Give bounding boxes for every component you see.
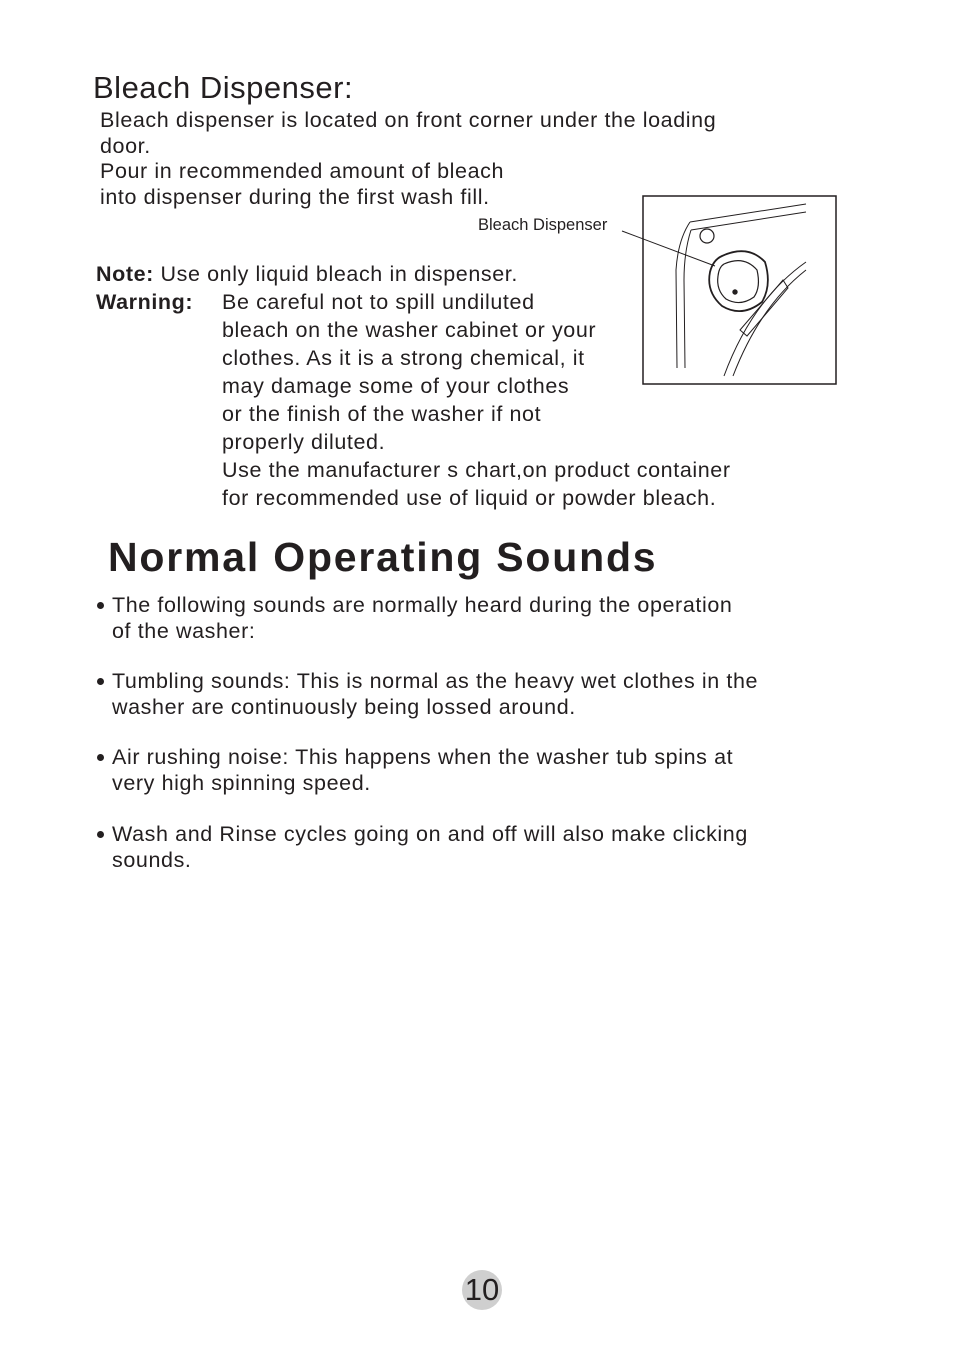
bullet-2-line-1: Tumbling sounds: This is normal as the heavy wet clothes in the [112, 669, 759, 693]
bullet-4-line-2: sounds. [112, 848, 192, 872]
bullet-icon [97, 678, 104, 685]
warning-line-1: Be careful not to spill undiluted [222, 290, 535, 314]
warning-line-5: or the finish of the washer if not [222, 402, 542, 426]
bullet-4-line-1: Wash and Rinse cycles going on and off will also make clicking [112, 822, 748, 846]
bullet-icon [97, 831, 104, 838]
bullet-3-line-2: very high spinning speed. [112, 771, 371, 795]
figure-callout-label: Bleach Dispenser [478, 216, 608, 234]
intro-line-4: into dispenser during the first wash fill. [100, 185, 490, 209]
warning-line-4: may damage some of your clothes [222, 374, 570, 398]
note-label: Note: [96, 262, 154, 286]
bullet-icon [97, 754, 104, 761]
warning-line-8: for recommended use of liquid or powder bleach. [222, 486, 717, 510]
section-heading-bleach-dispenser: Bleach Dispenser: [93, 70, 354, 105]
page-number: 10 [462, 1270, 502, 1310]
warning-line-2: bleach on the washer cabinet or your [222, 318, 597, 342]
warning-line-7: Use the manufacturer s chart,on product container [222, 458, 731, 482]
intro-line-1: Bleach dispenser is located on front corner under the loading [100, 108, 717, 132]
warning-line-3: clothes. As it is a strong chemical, it [222, 346, 585, 370]
section-heading-normal-operating-sounds: Normal Operating Sounds [108, 534, 658, 580]
bullet-2-line-2: washer are continuously being lossed around. [112, 695, 576, 719]
warning-line-6: properly diluted. [222, 430, 386, 454]
note-line [96, 261, 518, 287]
bullet-icon [97, 602, 104, 609]
note-text: Use only liquid bleach in dispenser. [160, 262, 518, 286]
bullet-3-line-1: Air rushing noise: This happens when the washer tub spins at [112, 745, 734, 769]
bullet-1-line-2: of the washer: [112, 619, 256, 643]
bullet-1-line-1: The following sounds are normally heard during the operation [112, 593, 733, 617]
intro-line-3: Pour in recommended amount of bleach [100, 159, 505, 183]
intro-line-2: door. [100, 134, 151, 158]
warning-label: Warning: [96, 290, 194, 314]
